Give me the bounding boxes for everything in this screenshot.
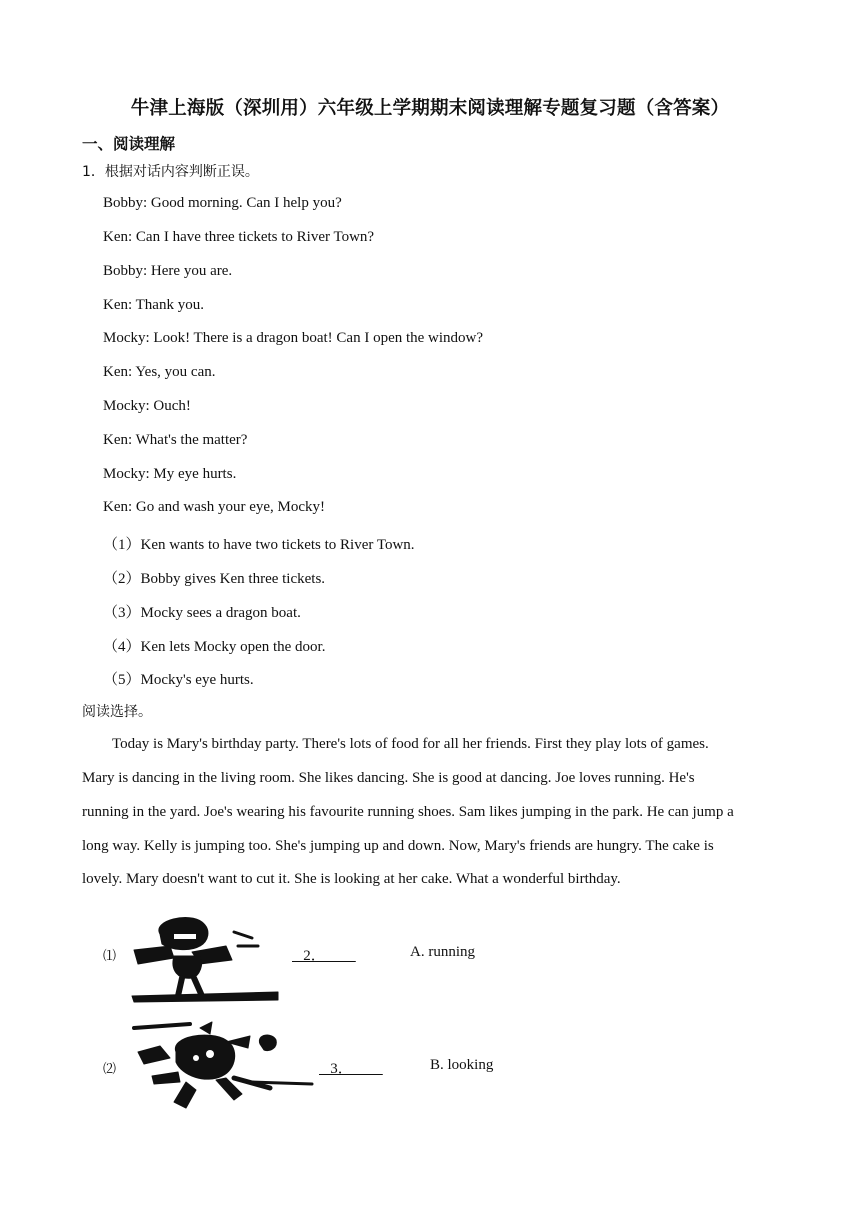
dialogue-line: Bobby: Good morning. Can I help you? — [103, 195, 342, 211]
passage-line: running in the yard. Joe's wearing his favourite running shoes. Sam likes jumping in the park. He can jump a — [82, 804, 734, 820]
passage-line: lovely. Mary doesn't want to cut it. She is looking at her cake. What a wonderful birthday. — [82, 871, 621, 887]
item-marker: ⑵ — [103, 1061, 117, 1076]
dialogue-line: Ken: Can I have three tickets to River Town? — [103, 229, 375, 245]
dialogue-line: Ken: Go and wash your eye, Mocky! — [103, 499, 326, 515]
passage-line: Today is Mary's birthday party. There's lots of food for all her friends. First they play lots of games. — [112, 736, 709, 752]
section-heading: 一、阅读理解 — [82, 135, 176, 153]
option-label: A. running — [410, 944, 475, 960]
running-boy-picture — [130, 1018, 316, 1114]
reading-instruction: 阅读选择。 — [82, 704, 152, 720]
statement-line: （2）Bobby gives Ken three tickets. — [103, 571, 326, 587]
statement-line: （4）Ken lets Mocky open the door. — [103, 639, 326, 655]
question-1-instruction: 1．根据对话内容判断正误。 — [82, 164, 259, 180]
dialogue-line: Ken: Thank you. — [103, 297, 204, 313]
document-title: 牛津上海版（深圳用）六年级上学期期末阅读理解专题复习题（含答案） — [130, 98, 730, 119]
dialogue-line: Bobby: Here you are. — [103, 263, 233, 279]
passage-line: Mary is dancing in the living room. She likes dancing. She is good at dancing. Joe loves running. He's — [82, 770, 695, 786]
answer-blank[interactable]: 3． — [319, 1061, 383, 1077]
statement-line: （3）Mocky sees a dragon boat. — [103, 605, 301, 621]
dialogue-line: Mocky: Ouch! — [103, 398, 191, 414]
statement-line: （1）Ken wants to have two tickets to River Town. — [103, 537, 415, 553]
option-label: B. looking — [430, 1057, 494, 1073]
dancing-girl-picture — [130, 912, 280, 1004]
dialogue-line: Mocky: My eye hurts. — [103, 466, 237, 482]
dialogue-line: Ken: Yes, you can. — [103, 364, 216, 380]
item-marker: ⑴ — [103, 948, 117, 963]
dialogue-line: Ken: What's the matter? — [103, 432, 248, 448]
passage-line: long way. Kelly is jumping too. She's jumping up and down. Now, Mary's friends are hungry. The cake is — [82, 838, 714, 854]
statement-line: （5）Mocky's eye hurts. — [103, 672, 254, 688]
dialogue-line: Mocky: Look! There is a dragon boat! Can I open the window? — [103, 330, 484, 346]
answer-blank[interactable]: 2． — [292, 948, 356, 964]
